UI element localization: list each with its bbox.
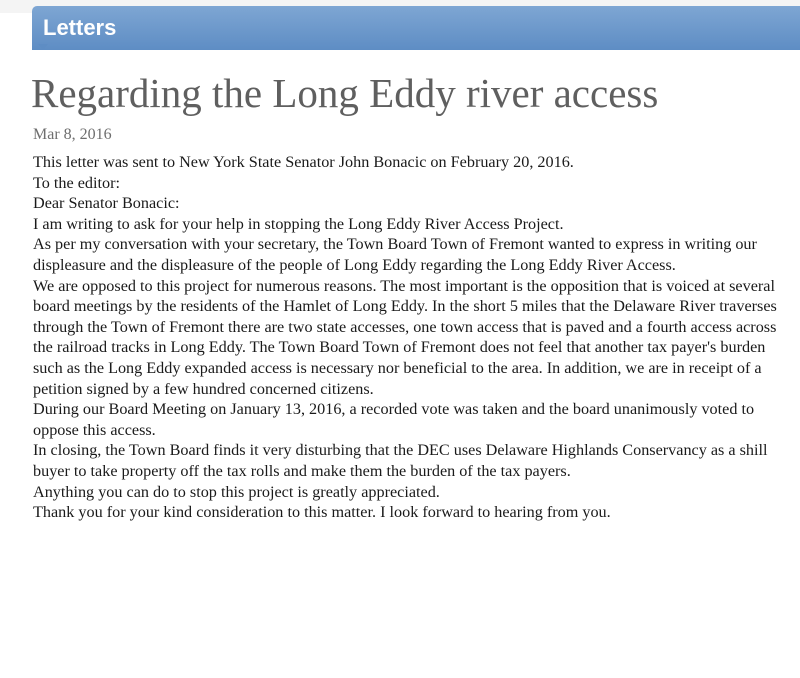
article-paragraph: Thank you for your kind consideration to this matter. I look forward to hearing from you. [33, 503, 611, 522]
article-paragraph: This letter was sent to New York State Senator John Bonacic on February 20, 2016. [33, 153, 574, 171]
article-body [33, 152, 795, 523]
article-paragraph: Anything you can do to stop this project is greatly appreciated. [33, 482, 440, 501]
article-paragraph: As per my conversation with your secretary, the Town Board Town of Fremont wanted to express in writing our displeasure and the displeasure of the people of Long Eddy regarding the Long Eddy River Access. [33, 235, 757, 274]
tab-pointer-icon [38, 44, 48, 50]
article-date: Mar 8, 2016 [33, 126, 112, 143]
article-paragraph: To the editor: [33, 173, 120, 192]
article-paragraph: During our Board Meeting on January 13, 2016, a recorded vote was taken and the board unanimously voted to oppose this access. [33, 400, 755, 439]
section-tab-letters[interactable] [32, 6, 800, 50]
article-paragraph: I am writing to ask for your help in stopping the Long Eddy River Access Project. [33, 214, 564, 233]
article-paragraph: Dear Senator Bonacic: [33, 194, 180, 213]
article-title: Regarding the Long Eddy river access [31, 70, 659, 116]
article-paragraph: We are opposed to this project for numerous reasons. The most important is the opposition that is voiced at several board meetings by the residents of the Hamlet of Long Eddy. In the short 5 miles that the Delaware River traverses through the Town of Fremont there are two state accesses, one town access that is paved and a fourth access across the railroad tracks in Long Eddy. The Town Board Town of Fremont does not feel that another tax payer's burden such as the Long Eddy expanded access is necessary nor beneficial to the area. In addition, we are in receipt of a petition signed by a few hundred concerned citizens. [33, 276, 777, 398]
section-tab-label: Letters [43, 15, 117, 40]
article-paragraph: In closing, the Town Board finds it very disturbing that the DEC uses Delaware Highlands Conservancy as a shill buyer to take property off the tax rolls and make them the burden of the tax payers. [33, 441, 768, 480]
